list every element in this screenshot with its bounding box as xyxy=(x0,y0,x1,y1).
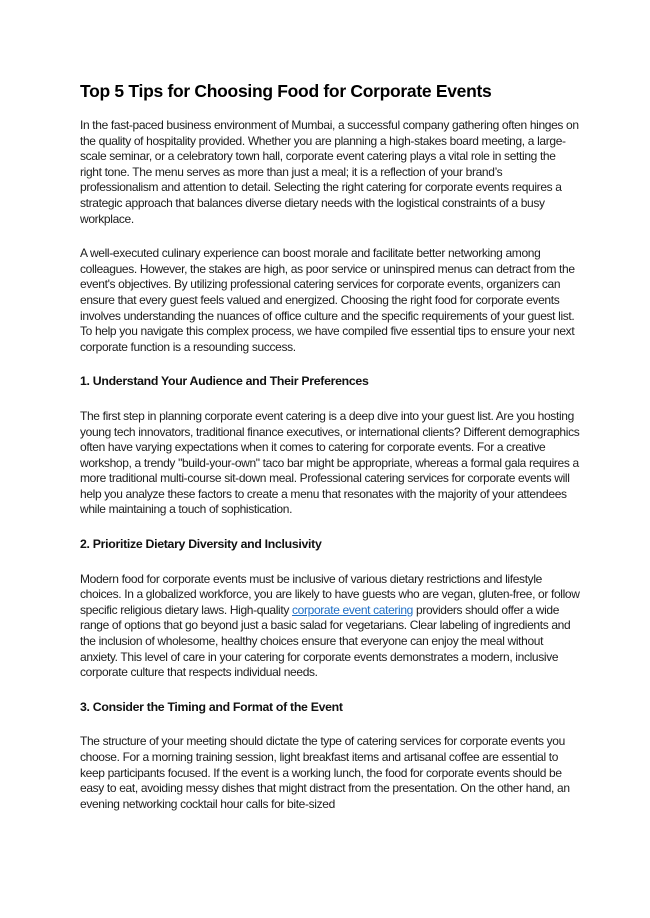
section-2-text-after-link: providers should offer a wide range of options that go beyond just a basic salad for vegetarians. Clear labeling of ingredients and the inclusion of wholesome, healthy choices ensure that everyone can enjoy the meal without anxiety. This level of care in your catering for corporate events demonstrates a modern, inclusive corporate culture that respects individual needs. xyxy=(80,602,571,680)
section-1-paragraph: The first step in planning corporate event catering is a deep dive into your guest list. Are you hosting young tech innovators, traditional finance executives, or international clients? Different demographics often have varying expectations when it comes to catering for corporate events. For a creative workshop, a trendy "build-your-own" taco bar might be appropriate, whereas a formal gala requires a more traditional multi-course sit-down meal. Professional catering services for corporate events will help you analyze these factors to create a menu that resonates with the majority of your attendees while maintaining a touch of sophistication. xyxy=(80,408,580,517)
section-1-heading: 1. Understand Your Audience and Their Preferences xyxy=(80,374,369,389)
section-2-paragraph xyxy=(80,572,580,681)
intro-paragraph-1: In the fast-paced business environment of Mumbai, a successful company gathering often hinges on the quality of hospitality provided. Whether you are planning a high-stakes board meeting, a large-scale seminar, or a celebratory town hall, corporate event catering plays a vital role in setting the right tone. The menu serves as more than just a meal; it is a reflection of your brand’s professionalism and attention to detail. Selecting the right catering for corporate events requires a strategic approach that balances diverse dietary needs with the logistical constraints of a busy workplace. xyxy=(80,118,579,226)
corporate-event-catering-link[interactable]: corporate event catering xyxy=(292,602,414,617)
intro-paragraph-2: A well-executed culinary experience can boost morale and facilitate better networking among colleagues. However, the stakes are high, as poor service or uninspired menus can detract from the event's objectives. By utilizing professional catering services for corporate events, organizers can ensure that every guest feels valued and energized. Choosing the right food for corporate events involves understanding the nuances of office culture and the specific requirements of your guest list. To help you navigate this complex process, we have compiled five essential tips to ensure your next corporate function is a resounding success. xyxy=(80,246,575,354)
section-2-heading: 2. Prioritize Dietary Diversity and Inclusivity xyxy=(80,537,322,552)
section-3-heading: 3. Consider the Timing and Format of the Event xyxy=(80,699,343,714)
document-title: Top 5 Tips for Choosing Food for Corporate Events xyxy=(80,81,492,101)
section-2-text-before-link: Modern food for corporate events must be inclusive of various dietary restrictions and lifestyle choices. In a globalized workforce, you are likely to have guests who are vegan, gluten-free, or follow specific religious dietary laws. High-quality xyxy=(80,571,580,617)
section-3-paragraph: The structure of your meeting should dictate the type of catering services for corporate events you choose. For a morning training session, light breakfast items and artisanal coffee are essential to keep participants focused. If the event is a working lunch, the food for corporate events should be easy to eat, avoiding messy dishes that might distract from the presentation. On the other hand, an evening networking cocktail hour calls for bite-sized xyxy=(80,734,570,811)
